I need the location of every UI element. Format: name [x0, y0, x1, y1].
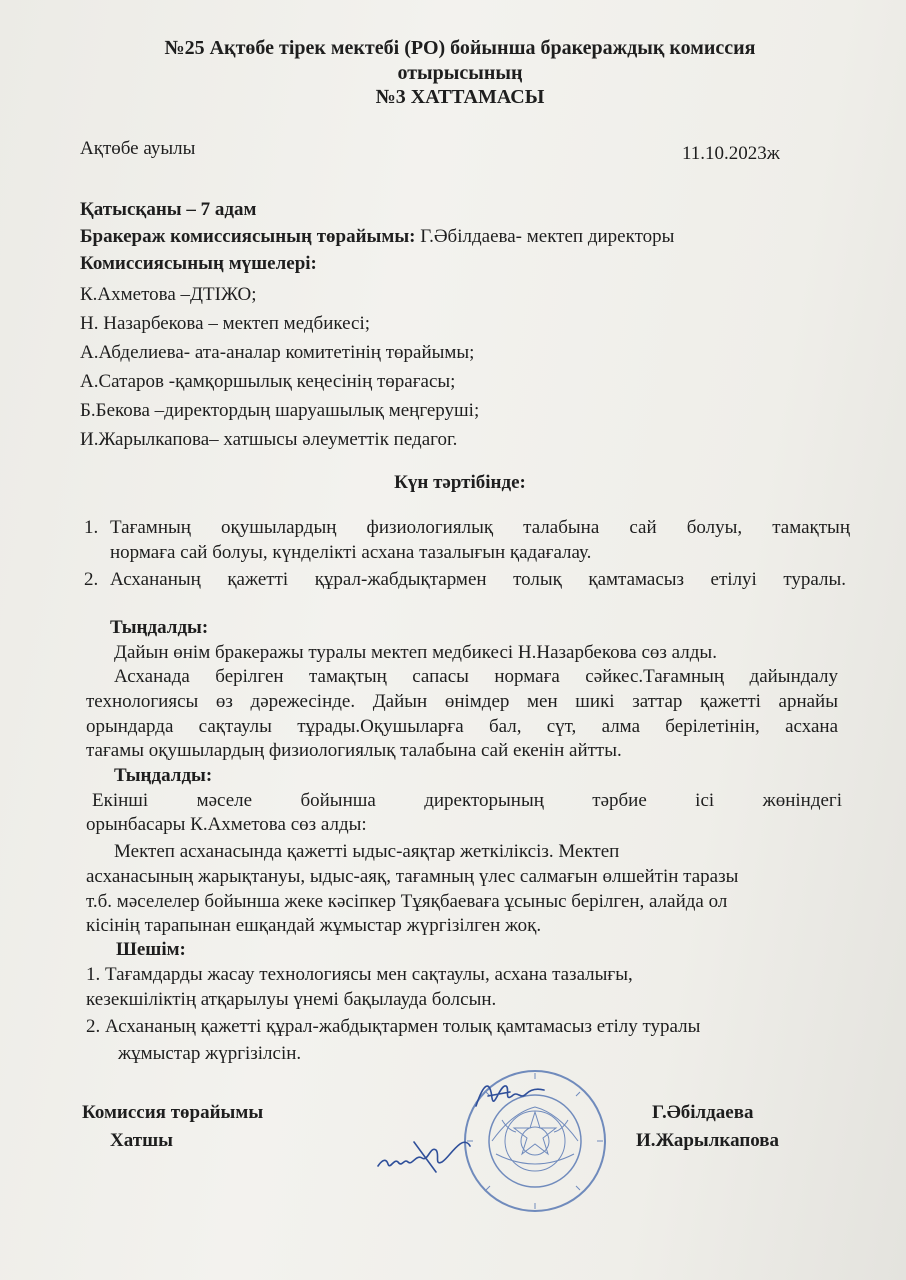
- chair-role: Комиссия төрайымы: [82, 1102, 264, 1123]
- agenda-heading: Күн тәртібінде:: [394, 472, 526, 493]
- section-2-line-2: орынбасары К.Ахметова сөз алды:: [86, 814, 367, 835]
- agenda-item-number: 1.: [84, 517, 99, 538]
- section-1-paragraph-line: технологиясы өз дәрежесінде. Дайын өнімдер мен шикі заттар қажетті арнайы: [86, 691, 838, 712]
- section-2-line-1: Екінші мәселе бойынша директорының тәрбие ісі жөніндегі: [92, 790, 842, 811]
- section-1-line-1: Дайын өнім бракеражы туралы мектеп медбикесі Н.Назарбекова сөз алды.: [114, 642, 717, 663]
- member-item: А.Сатаров -қамқоршылық кеңесінің төрағасы;: [80, 371, 456, 392]
- secretary-role: Хатшы: [110, 1130, 173, 1151]
- section-1-paragraph-line: орындарда сақтаулы тұрады.Оқушыларға бал, сүт, алма берілетінін, асхана: [86, 716, 838, 737]
- agenda-item-1-line-1: Тағамның оқушылардың физиологиялық талабына сай болуы, тамақтың: [110, 517, 850, 538]
- secretary-signature: [374, 1132, 474, 1178]
- decision-item-1-line-2: кезекшіліктің атқарылуы үнемі бақылауда болсын.: [86, 989, 497, 1010]
- section-2-paragraph-line: Мектеп асханасында қажетті ыдыс-аяқтар жеткіліксіз. Мектеп: [114, 841, 620, 862]
- section-2-paragraph-line: асханасының жарықтануы, ыдыс-аяқ, тағамның үлес салмағын өлшейтін таразы: [86, 866, 739, 887]
- agenda-item-1-line-2: нормаға сай болуы, күнделікті асхана тазалығын қадағалау.: [110, 542, 592, 563]
- title-line-1: №25 Ақтөбе тірек мектебі (РО) бойынша бракераждық комиссия: [164, 37, 756, 59]
- member-item: Б.Бекова –директордың шаруашылық меңгеруші;: [80, 400, 480, 421]
- section-2-paragraph-line: т.б. мәселелер бойынша жеке кәсіпкер Тұяқбаеваға ұсыныс берілген, алайда ол: [86, 891, 728, 912]
- section-1-paragraph-line: Асханада берілген тамақтың сапасы нормаға сәйкес.Тағамның дайындалу: [114, 666, 838, 687]
- place: Ақтөбе ауылы: [80, 138, 196, 159]
- member-item: К.Ахметова –ДТІЖО;: [80, 284, 257, 305]
- decision-item-1-line-1: 1. Тағамдарды жасау технологиясы мен сақтаулы, асхана тазалығы,: [86, 964, 633, 985]
- chair-signature: [470, 1076, 550, 1116]
- members-label: Комиссиясының мүшелері:: [80, 253, 317, 274]
- chair-line: [80, 226, 674, 248]
- date: 11.10.2023ж: [682, 143, 780, 164]
- agenda-item-number: 2.: [84, 569, 99, 590]
- member-item: И.Жарылкапова– хатшысы әлеуметтік педагог.: [80, 429, 458, 450]
- secretary-name: И.Жарылкапова: [636, 1130, 780, 1151]
- member-item: А.Абделиева- ата-аналар комитетінің төрайымы;: [80, 342, 475, 363]
- chair-name: Г.Әбілдаева: [652, 1102, 754, 1123]
- chair-label: Бракераж комиссиясының төрайымы:: [80, 226, 416, 247]
- section-1-heading: Тыңдалды:: [110, 617, 209, 638]
- section-2-heading: Тыңдалды:: [114, 765, 213, 786]
- member-item: Н. Назарбекова – мектеп медбикесі;: [80, 313, 371, 334]
- decision-item-2-line-1: 2. Асхананың қажетті құрал-жабдықтармен толық қамтамасыз етілу туралы: [86, 1016, 701, 1037]
- title-line-3: №3 ХАТТАМАСЫ: [375, 86, 545, 108]
- chair-value: Г.Әбілдаева- мектеп директоры: [415, 226, 675, 247]
- section-2-paragraph-line: кісінің тарапынан ешқандай жұмыстар жүргізілген жоқ.: [86, 915, 542, 936]
- title-line-2: отырысының: [397, 62, 523, 84]
- attendance-count: Қатысқаны – 7 адам: [80, 199, 257, 220]
- agenda-item-2-line-1: Асхананың қажетті құрал-жабдықтармен толық қамтамасыз етілуі туралы.: [110, 569, 846, 590]
- section-1-paragraph-line: тағамы оқушылардың физиологиялық талабына сай екенін айтты.: [86, 740, 622, 761]
- decision-heading: Шешім:: [116, 939, 186, 960]
- decision-item-2-line-2: жұмыстар жүргізілсін.: [118, 1043, 302, 1064]
